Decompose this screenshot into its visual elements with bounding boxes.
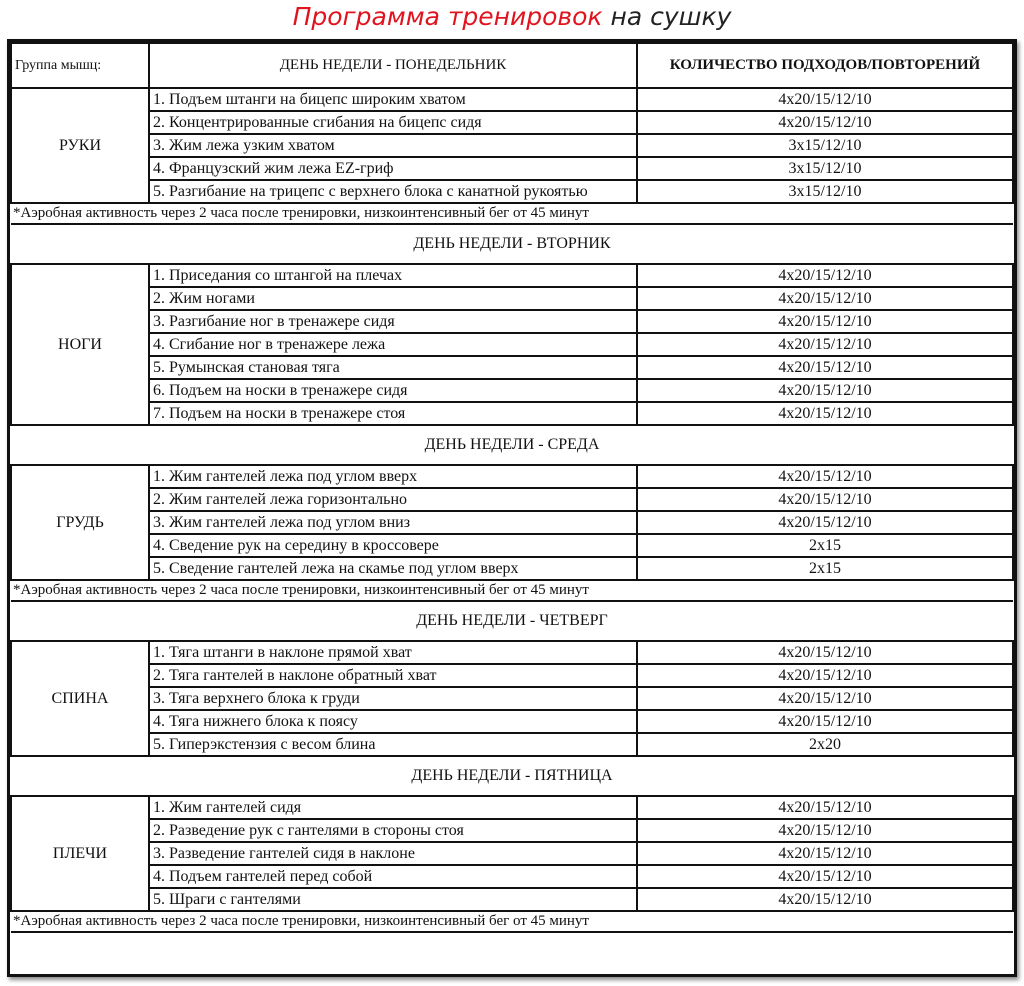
exercise-sets: 4x20/15/12/10	[637, 865, 1013, 888]
exercise-row	[11, 664, 1013, 687]
aerobic-note: *Аэробная активность через 2 часа после тренировки, низкоинтенсивный бег от 45 минут	[11, 203, 1013, 224]
exercise-row	[11, 710, 1013, 733]
title-suffix: на сушку	[610, 2, 732, 31]
exercise-name: 4. Тяга нижнего блока к поясу	[149, 710, 637, 733]
exercise-row	[11, 641, 1013, 664]
exercise-row	[11, 687, 1013, 710]
exercise-sets: 4x20/15/12/10	[637, 356, 1013, 379]
exercise-row	[11, 865, 1013, 888]
exercise-sets: 4x20/15/12/10	[637, 888, 1013, 911]
day-heading: ДЕНЬ НЕДЕЛИ - ПЯТНИЦА	[11, 756, 1013, 796]
exercise-name: 3. Разгибание ног в тренажере сидя	[149, 310, 637, 333]
exercise-row	[11, 888, 1013, 911]
exercise-name: 5. Сведение гантелей лежа на скамье под углом вверх	[149, 557, 637, 580]
exercise-sets: 3x15/12/10	[637, 157, 1013, 180]
day-heading-row	[11, 224, 1013, 264]
exercise-row	[11, 796, 1013, 819]
exercise-row	[11, 402, 1013, 425]
exercise-row	[11, 333, 1013, 356]
exercise-sets: 4x20/15/12/10	[637, 379, 1013, 402]
exercise-sets: 3x15/12/10	[637, 180, 1013, 203]
page-title	[0, 0, 1024, 36]
exercise-row	[11, 134, 1013, 157]
exercise-sets: 4x20/15/12/10	[637, 111, 1013, 134]
exercise-row	[11, 379, 1013, 402]
sets-column-header: КОЛИЧЕСТВО ПОДХОДОВ/ПОВТОРЕНИЙ	[637, 43, 1013, 88]
exercise-name: 5. Шраги с гантелями	[149, 888, 637, 911]
aerobic-note: *Аэробная активность через 2 часа после тренировки, низкоинтенсивный бег от 45 минут	[11, 580, 1013, 601]
exercise-name: 3. Разведение гантелей сидя в наклоне	[149, 842, 637, 865]
exercise-row	[11, 488, 1013, 511]
exercise-name: 5. Румынская становая тяга	[149, 356, 637, 379]
exercise-row	[11, 111, 1013, 134]
exercise-name: 2. Тяга гантелей в наклоне обратный хват	[149, 664, 637, 687]
exercise-sets: 3x15/12/10	[637, 134, 1013, 157]
exercise-sets: 2x15	[637, 557, 1013, 580]
exercise-sets: 4x20/15/12/10	[637, 465, 1013, 488]
exercise-name: 3. Жим лежа узким хватом	[149, 134, 637, 157]
exercise-name: 2. Разведение рук с гантелями в стороны стоя	[149, 819, 637, 842]
exercise-sets: 4x20/15/12/10	[637, 264, 1013, 287]
exercise-name: 4. Подъем гантелей перед собой	[149, 865, 637, 888]
exercise-sets: 4x20/15/12/10	[637, 819, 1013, 842]
exercise-sets: 4x20/15/12/10	[637, 333, 1013, 356]
workout-table-frame	[7, 39, 1017, 977]
muscle-group-cell: ГРУДЬ	[11, 465, 149, 580]
exercise-name: 1. Жим гантелей сидя	[149, 796, 637, 819]
exercise-sets: 4x20/15/12/10	[637, 310, 1013, 333]
exercise-name: 1. Тяга штанги в наклоне прямой хват	[149, 641, 637, 664]
exercise-name: 3. Тяга верхнего блока к груди	[149, 687, 637, 710]
exercise-row	[11, 465, 1013, 488]
exercise-sets: 4x20/15/12/10	[637, 488, 1013, 511]
title-main: Программа тренировок	[292, 2, 603, 31]
exercise-row	[11, 356, 1013, 379]
exercise-row	[11, 264, 1013, 287]
day-heading-row	[11, 601, 1013, 641]
exercise-row	[11, 287, 1013, 310]
exercise-sets: 4x20/15/12/10	[637, 842, 1013, 865]
exercise-name: 6. Подъем на носки в тренажере сидя	[149, 379, 637, 402]
exercise-row	[11, 310, 1013, 333]
exercise-sets: 4x20/15/12/10	[637, 687, 1013, 710]
exercise-row	[11, 842, 1013, 865]
exercise-name: 1. Приседания со штангой на плечах	[149, 264, 637, 287]
day-column-header: ДЕНЬ НЕДЕЛИ - ПОНЕДЕЛЬНИК	[149, 43, 637, 88]
exercise-name: 2. Концентрированные сгибания на бицепс сидя	[149, 111, 637, 134]
exercise-row	[11, 88, 1013, 111]
exercise-name: 3. Жим гантелей лежа под углом вниз	[149, 511, 637, 534]
exercise-name: 1. Подъем штанги на бицепс широким хватом	[149, 88, 637, 111]
exercise-sets: 2x15	[637, 534, 1013, 557]
exercise-row	[11, 557, 1013, 580]
aerobic-note-row	[11, 203, 1013, 224]
exercise-name: 5. Разгибание на трицепс с верхнего блока с канатной рукоятью	[149, 180, 637, 203]
exercise-name: 4. Французский жим лежа EZ-гриф	[149, 157, 637, 180]
exercise-name: 2. Жим гантелей лежа горизонтально	[149, 488, 637, 511]
exercise-row	[11, 819, 1013, 842]
muscle-group-cell: РУКИ	[11, 88, 149, 203]
exercise-row	[11, 180, 1013, 203]
exercise-name: 5. Гиперэкстензия с весом блина	[149, 733, 637, 756]
exercise-sets: 4x20/15/12/10	[637, 88, 1013, 111]
muscle-group-column-header: Группа мышц:	[11, 43, 149, 88]
exercise-sets: 2x20	[637, 733, 1013, 756]
exercise-name: 4. Сведение рук на середину в кроссовере	[149, 534, 637, 557]
exercise-row	[11, 157, 1013, 180]
exercise-name: 2. Жим ногами	[149, 287, 637, 310]
day-heading-row	[11, 425, 1013, 465]
exercise-name: 1. Жим гантелей лежа под углом вверх	[149, 465, 637, 488]
day-heading-row	[11, 756, 1013, 796]
exercise-sets: 4x20/15/12/10	[637, 796, 1013, 819]
aerobic-note-row	[11, 580, 1013, 601]
exercise-sets: 4x20/15/12/10	[637, 511, 1013, 534]
exercise-sets: 4x20/15/12/10	[637, 402, 1013, 425]
exercise-name: 4. Сгибание ног в тренажере лежа	[149, 333, 637, 356]
workout-table	[10, 42, 1014, 933]
aerobic-note-row	[11, 911, 1013, 932]
muscle-group-cell: СПИНА	[11, 641, 149, 756]
day-heading: ДЕНЬ НЕДЕЛИ - ВТОРНИК	[11, 224, 1013, 264]
exercise-row	[11, 511, 1013, 534]
day-heading: ДЕНЬ НЕДЕЛИ - ЧЕТВЕРГ	[11, 601, 1013, 641]
exercise-sets: 4x20/15/12/10	[637, 664, 1013, 687]
muscle-group-cell: НОГИ	[11, 264, 149, 425]
exercise-name: 7. Подъем на носки в тренажере стоя	[149, 402, 637, 425]
day-heading: ДЕНЬ НЕДЕЛИ - СРЕДА	[11, 425, 1013, 465]
exercise-row	[11, 733, 1013, 756]
muscle-group-cell: ПЛЕЧИ	[11, 796, 149, 911]
exercise-sets: 4x20/15/12/10	[637, 641, 1013, 664]
aerobic-note: *Аэробная активность через 2 часа после тренировки, низкоинтенсивный бег от 45 минут	[11, 911, 1013, 932]
table-header-row	[11, 43, 1013, 88]
exercise-sets: 4x20/15/12/10	[637, 287, 1013, 310]
exercise-row	[11, 534, 1013, 557]
exercise-sets: 4x20/15/12/10	[637, 710, 1013, 733]
